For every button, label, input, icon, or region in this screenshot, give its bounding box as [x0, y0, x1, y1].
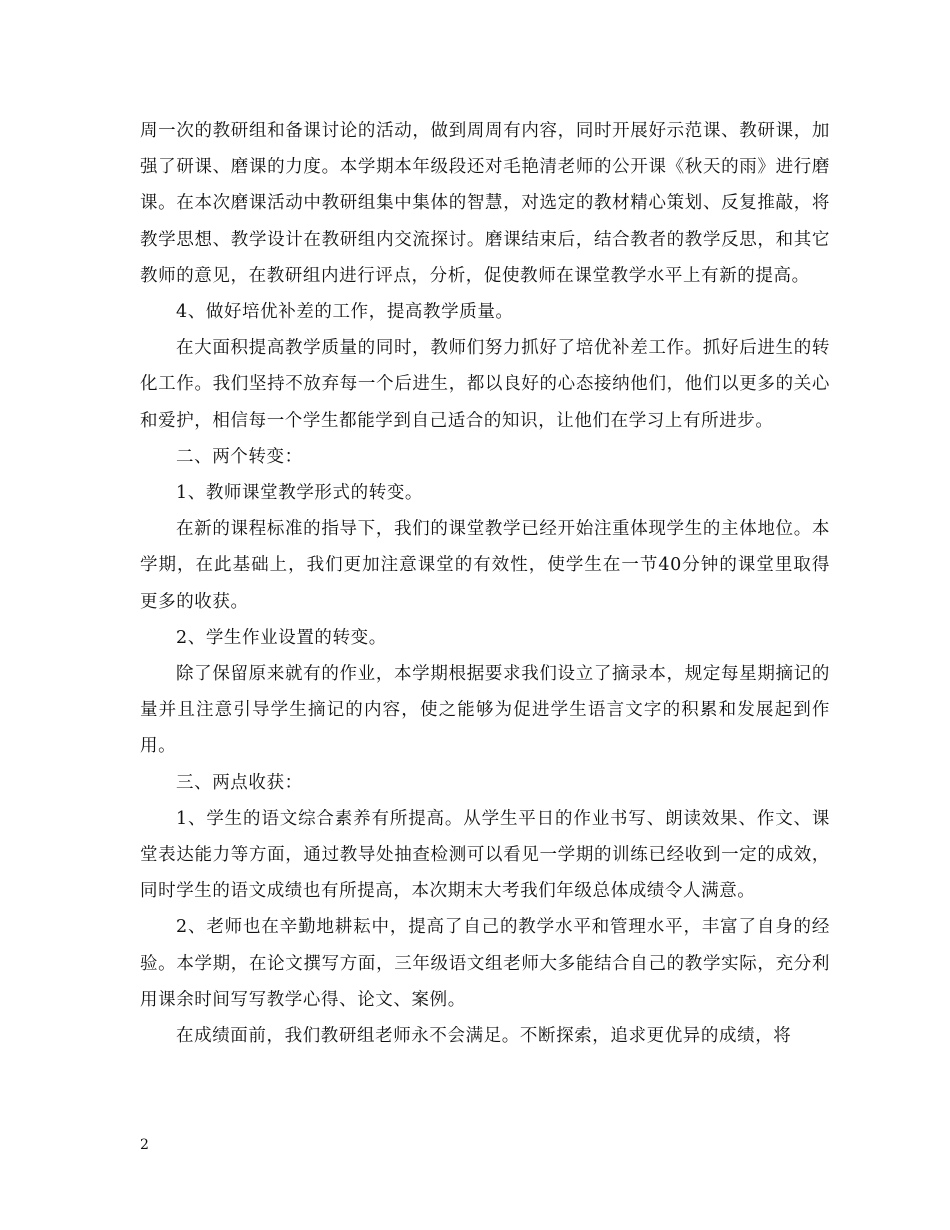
paragraph-10: 1、学生的语文综合素养有所提高。从学生平日的作业书写、朗读效果、作文、课堂表达能力等方面，通过教导处抽查检测可以看见一学期的训练已经收到一定的成效，同时学生的语文成绩也有所提高，本次期末大考我们年级总体成绩令人满意。: [140, 808, 830, 902]
paragraph-3: 在大面积提高教学质量的同时，教师们努力抓好了培优补差工作。抓好后进生的转化工作。我们坚持不放弃每一个后进生，都以良好的心态接纳他们，他们以更多的关心和爱护，相信每一个学生都能学到自己适合的知识，让他们在学习上有所进步。: [140, 338, 830, 431]
paragraph-6: 在新的课程标准的指导下，我们的课堂教学已经开始注重体现学生的主体地位。本学期，在此基础上，我们更加注意课堂的有效性，使学生在一节40分钟的课堂里取得更多的收获。: [140, 519, 830, 612]
page-number: 2: [140, 1137, 149, 1153]
document-body: [140, 113, 830, 1054]
paragraph-12: 在成绩面前，我们教研组老师永不会满足。不断探索，追求更优异的成绩，将: [176, 1026, 792, 1047]
paragraph-11: 2、老师也在辛勤地耕耘中，提高了自己的教学水平和管理水平，丰富了自身的经验。本学期，在论文撰写方面，三年级语文组老师大多能结合自己的教学实际，充分利用课余时间写写教学心得、论文、案例。: [140, 917, 830, 1010]
paragraph-7: 2、学生作业设置的转变。: [176, 627, 387, 648]
paragraph-1: 周一次的教研组和备课讨论的活动，做到周周有内容，同时开展好示范课、教研课，加强了研课、磨课的力度。本学期本年级段还对毛艳清老师的公开课《秋天的雨》进行磨课。在本次磨课活动中教研组集中集体的智慧，对选定的教材精心策划、反复推敲，将教学思想、教学设计在教研组内交流探讨。磨课结束后，结合教者的教学反思，和其它教师的意见，在教研组内进行评点，分析，促使教师在课堂教学水平上有新的提高。: [140, 121, 830, 286]
section-heading-two-changes: 二、两个转变：: [176, 446, 303, 467]
paragraph-2: 4、做好培优补差的工作，提高教学质量。: [176, 302, 514, 323]
section-heading-two-gains: 三、两点收获：: [176, 772, 303, 793]
paragraph-8: 除了保留原来就有的作业，本学期根据要求我们设立了摘录本，规定每星期摘记的量并且注意引导学生摘记的内容，使之能够为促进学生语言文字的积累和发展起到作用。: [140, 664, 830, 757]
paragraph-5: 1、教师课堂教学形式的转变。: [176, 483, 424, 504]
